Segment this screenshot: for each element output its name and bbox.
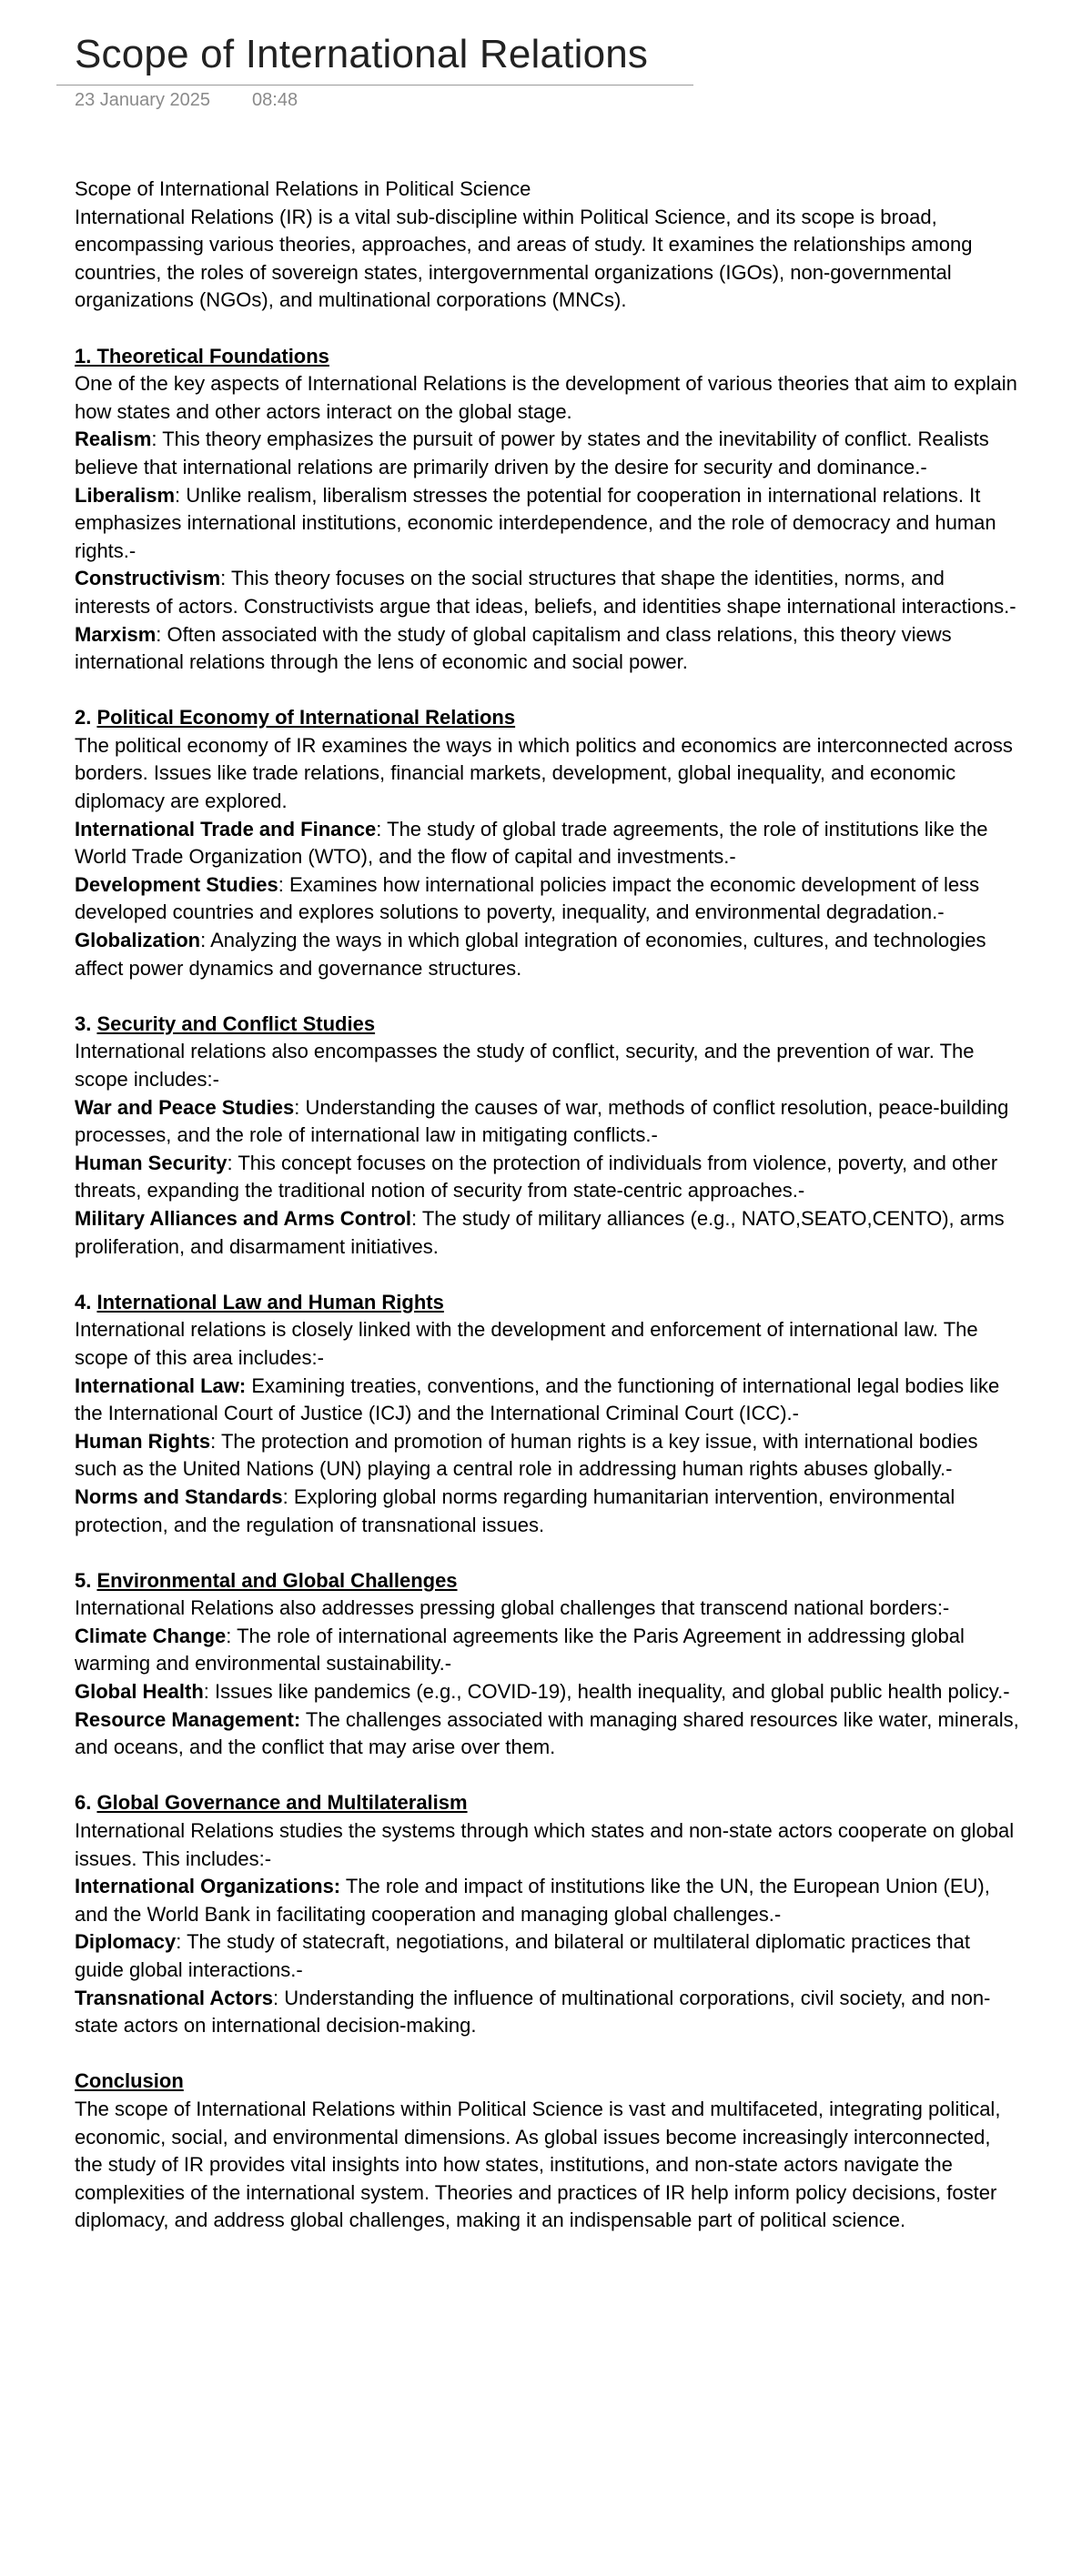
section-number: 3. bbox=[75, 1011, 97, 1035]
list-item bbox=[75, 871, 1021, 927]
spacer bbox=[75, 1762, 1021, 1790]
item-text: : Often associated with the study of global capitalism and class relations, this theory views international relations through the lens of economic and social power. bbox=[75, 622, 952, 674]
list-item bbox=[75, 1985, 1021, 2040]
item-text: : The study of military alliances (e.g., NATO,SEATO,CENTO), arms proliferation, and disarmament initiatives. bbox=[75, 1206, 1005, 1258]
spacer bbox=[75, 1539, 1021, 1567]
item-term: Resource Management: bbox=[75, 1707, 301, 1731]
item-text: : This theory emphasizes the pursuit of power by states and the inevitability of conflict. Realists believe that international relations are primarily driven by the desire for security and dominance.- bbox=[75, 428, 989, 478]
item-term: Human Rights bbox=[75, 1429, 211, 1453]
title-divider bbox=[56, 85, 693, 86]
item-text: : The study of global trade agreements, the role of institutions like the World Trade Organization (WTO), and the flow of capital and investments.- bbox=[75, 817, 988, 869]
section-heading bbox=[75, 704, 1021, 732]
note-metadata bbox=[75, 86, 298, 114]
item-text: : Analyzing the ways in which global integration of economies, cultures, and technologies affect power dynamics and governance structures. bbox=[75, 929, 986, 980]
item-term: Human Security bbox=[75, 1151, 228, 1174]
item-term: Diplomacy bbox=[75, 1930, 177, 1954]
item-text: : This theory focuses on the social structures that shape the identities, norms, and interests of actors. Constructivists argue that ideas, beliefs, and identities shape international interactions.- bbox=[75, 567, 1016, 618]
spacer bbox=[75, 315, 1021, 343]
list-item bbox=[75, 565, 1021, 620]
list-item bbox=[75, 1873, 1021, 1928]
conclusion-paragraph: The scope of International Relations within Political Science is vast and multifaceted, integrating political, economic, social, and environmental dimensions. As global issues become increasingly interconnected, the study of IR provides vital insights into how states, institutions, and non-state actors navigate the complexities of the international system. Theories and practices of IR help inform policy decisions, foster diplomacy, and address global challenges, making it an indispensable part of political science. bbox=[75, 2097, 1001, 2232]
section-heading bbox=[75, 1289, 1021, 1317]
item-text: : Unlike realism, liberalism stresses the potential for cooperation in international relations. It emphasizes international institutions, economic interdependence, and the role of democracy and human rights.- bbox=[75, 483, 996, 562]
spacer bbox=[75, 677, 1021, 705]
page-title[interactable]: Scope of International Relations bbox=[75, 32, 649, 76]
item-term: Military Alliances and Arms Control bbox=[75, 1206, 412, 1230]
note-time: 08:48 bbox=[252, 90, 298, 110]
list-item bbox=[75, 816, 1021, 871]
section-title: Security and Conflict Studies bbox=[96, 1011, 376, 1035]
section-intro: International Relations also addresses pressing global challenges that transcend national borders:- bbox=[75, 1596, 950, 1620]
item-text: : The role of international agreements like the Paris Agreement in addressing global warming and environmental sustainability.- bbox=[75, 1624, 965, 1675]
spacer bbox=[75, 2040, 1021, 2068]
section-heading bbox=[75, 1011, 1021, 1039]
item-term: International Law: bbox=[75, 1374, 247, 1397]
section-number: 4. bbox=[75, 1290, 97, 1313]
item-term: Climate Change bbox=[75, 1624, 227, 1647]
note-header bbox=[75, 27, 693, 110]
item-term: Development Studies bbox=[75, 872, 278, 896]
item-text: : The protection and promotion of human rights is a key issue, with international bodies such as the United Nations (UN) playing a central role in addressing human rights abuses globally.- bbox=[75, 1429, 978, 1481]
item-text: : Understanding the causes of war, methods of conflict resolution, peace-building processes, and the role of international law in mitigating conflicts.- bbox=[75, 1095, 1009, 1147]
section-title: International Law and Human Rights bbox=[96, 1290, 444, 1313]
section-intro: One of the key aspects of International Relations is the development of various theories that aim to explain how states and other actors interact on the global stage. bbox=[75, 372, 1017, 423]
item-term: Transnational Actors bbox=[75, 1986, 274, 2009]
intro-paragraph: International Relations (IR) is a vital sub-discipline within Political Science, and its scope is broad, encompassing various theories, approaches, and areas of study. It examines the relationships among countries, the roles of sovereign states, intergovernmental organizations (IGOs), non-governmental organizations (NGOs), and multinational corporations (MNCs). bbox=[75, 205, 973, 312]
list-item bbox=[75, 1094, 1021, 1150]
item-term: Liberalism bbox=[75, 483, 176, 507]
item-term: War and Peace Studies bbox=[75, 1095, 295, 1119]
item-term: Marxism bbox=[75, 622, 157, 646]
item-term: International Organizations: bbox=[75, 1875, 341, 1898]
section-heading bbox=[75, 1789, 1021, 1817]
item-text: : Issues like pandemics (e.g., COVID-19), health inequality, and global public health policy.- bbox=[203, 1680, 1010, 1704]
item-term: Globalization bbox=[75, 929, 201, 952]
note-date: 23 January 2025 bbox=[75, 90, 211, 110]
item-text: : The study of statecraft, negotiations, and bilateral or multilateral diplomatic practices that guide global interactions.- bbox=[75, 1930, 970, 1981]
section-number: 2. bbox=[75, 706, 97, 730]
item-text: : Understanding the influence of multinational corporations, civil society, and non-state actors on international decision-making. bbox=[75, 1986, 991, 2038]
list-item bbox=[75, 1150, 1021, 1205]
list-item bbox=[75, 1706, 1021, 1762]
item-term: International Trade and Finance bbox=[75, 817, 377, 840]
list-item bbox=[75, 426, 1021, 481]
spacer bbox=[75, 1261, 1021, 1289]
section-title: 1. Theoretical Foundations bbox=[75, 344, 329, 367]
list-item bbox=[75, 927, 1021, 982]
list-item bbox=[75, 1623, 1021, 1678]
spacer bbox=[75, 982, 1021, 1011]
list-item bbox=[75, 1428, 1021, 1484]
section-intro: The political economy of IR examines the ways in which politics and economics are interconnected across borders. Issues like trade relations, financial markets, development, global inequality, and economic diplomacy are explored. bbox=[75, 733, 1013, 813]
item-term: Realism bbox=[75, 428, 152, 451]
note-body[interactable] bbox=[75, 176, 1021, 2235]
item-text: : Examines how international policies impact the economic development of less developed countries and explores solutions to poverty, inequality, and environmental degradation.- bbox=[75, 872, 980, 924]
section-title: Environmental and Global Challenges bbox=[96, 1568, 458, 1592]
conclusion-title: Conclusion bbox=[75, 2069, 184, 2093]
conclusion-heading bbox=[75, 2068, 1021, 2096]
list-item bbox=[75, 482, 1021, 566]
section-title: Global Governance and Multilateralism bbox=[96, 1791, 468, 1815]
section-intro: International relations also encompasses the study of conflict, security, and the prevention of war. The scope includes:- bbox=[75, 1040, 975, 1091]
section-number: 5. bbox=[75, 1568, 97, 1592]
list-item bbox=[75, 1484, 1021, 1539]
list-item bbox=[75, 1205, 1021, 1261]
item-term: Constructivism bbox=[75, 567, 221, 590]
list-item bbox=[75, 1928, 1021, 1984]
item-text: : Exploring global norms regarding humanitarian intervention, environmental protection, and the regulation of transnational issues. bbox=[75, 1484, 956, 1536]
section-number: 6. bbox=[75, 1791, 97, 1815]
list-item bbox=[75, 1373, 1021, 1428]
section-heading bbox=[75, 343, 1021, 371]
item-text: The challenges associated with managing shared resources like water, minerals, and oceans, and the conflict that may arise over them. bbox=[75, 1707, 1019, 1759]
section-heading bbox=[75, 1567, 1021, 1595]
list-item bbox=[75, 621, 1021, 677]
intro-heading: Scope of International Relations in Political Science bbox=[75, 177, 531, 200]
item-text: The role and impact of institutions like the UN, the European Union (EU), and the World Bank in facilitating cooperation and managing global challenges.- bbox=[75, 1875, 990, 1926]
item-term: Global Health bbox=[75, 1680, 204, 1704]
section-intro: International relations is closely linked with the development and enforcement of international law. The scope of this area includes:- bbox=[75, 1318, 978, 1369]
item-term: Norms and Standards bbox=[75, 1484, 283, 1508]
item-text: : This concept focuses on the protection of individuals from violence, poverty, and other threats, expanding the traditional notion of security from state-centric approaches.- bbox=[75, 1151, 998, 1202]
list-item bbox=[75, 1678, 1021, 1706]
item-text: Examining treaties, conventions, and the functioning of international legal bodies like the International Court of Justice (ICJ) and the International Criminal Court (ICC).- bbox=[75, 1374, 1000, 1425]
section-title: Political Economy of International Relations bbox=[96, 706, 516, 730]
section-intro: International Relations studies the systems through which states and non-state actors cooperate on global issues. This includes:- bbox=[75, 1819, 1015, 1870]
